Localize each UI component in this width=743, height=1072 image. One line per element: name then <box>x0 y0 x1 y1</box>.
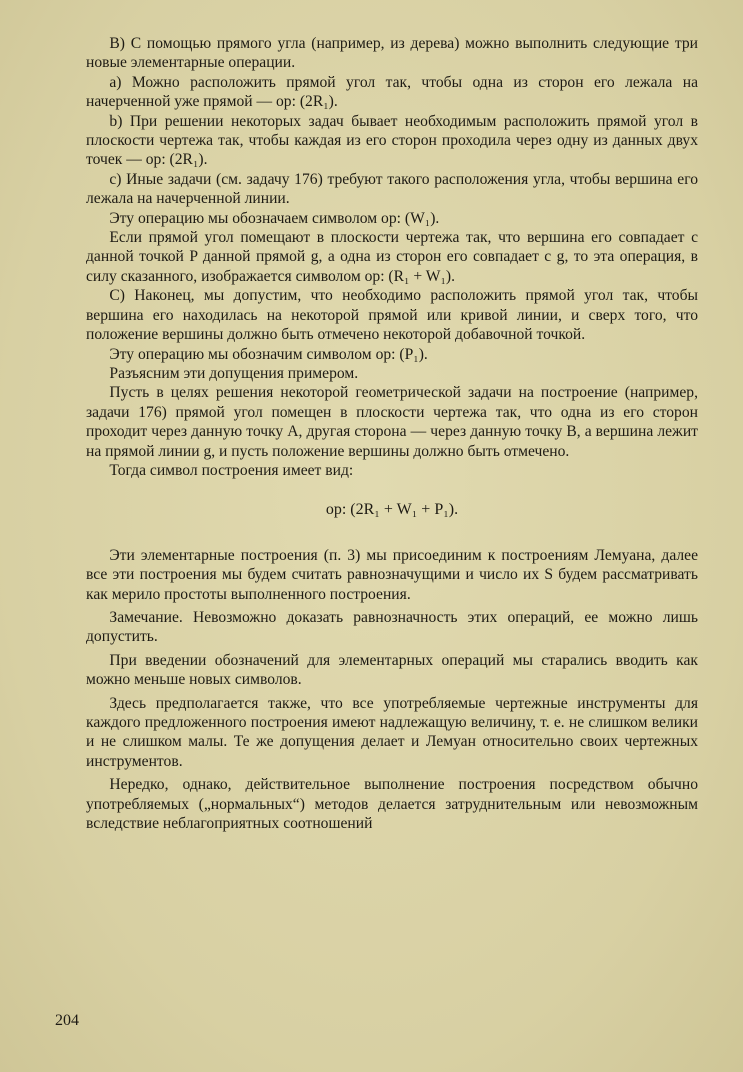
paragraph-c: с) Иные задачи (см. задачу 176) требуют такого расположения угла, чтобы вершина его лежала на начерченной линии. <box>86 170 698 208</box>
paragraph-b-intro: B) С помощью прямого угла (например, из дерева) можно выполнить следующие три новые элементарные операции. <box>86 35 698 72</box>
paragraph-lemoine: Эти элементарные построения (п. 3) мы присоединим к построениям Лемуана, далее все эти построения мы будем считать равнозначущими и число их S будем рассматривать как мерило простоты выполненного построения. <box>86 546 698 603</box>
paragraph-example-intro: Разъясним эти допущения примером. <box>109 364 359 382</box>
paragraph-a: а) Можно расположить прямой угол так, чтобы одна из сторон его лежала на начерченной уже прямой — ор: (2R₁). <box>86 73 698 111</box>
paragraph-difficulty: Нередко, однако, действительное выполнение построения посредством обычно употребляемых („нормальных“) методов делается затруднительным или невозможным вследствие неблагоприятных соотношений <box>86 776 698 833</box>
paragraph-c-upper: С) Наконец, мы допустим, что необходимо расположить прямой угол так, чтобы вершина его находилась на некоторой прямой или кривой линии, и сверх того, что положение вершины должно быть отмечено некоторой добавочной точкой. <box>86 287 698 344</box>
page-number: 204 <box>55 1012 79 1029</box>
paragraph-remark: Замечание. Невозможно доказать равнозначность этих операций, ее можно лишь допустить. <box>86 608 698 646</box>
paragraph-example: Пусть в целях решения некоторой геометрической задачи на построение (например, задачи 176) прямой угол помещен в плоскости чертежа так, что одна из его сторон проходит через данную точку A, другая сторона — через данную точку B, а вершина лежит на прямой линии g, и пусть положение вершины должно быть отмечено. <box>86 384 698 460</box>
construction-formula: ор: (2R₁ + W₁ + P₁). <box>325 501 459 519</box>
paragraph-w1: Эту операцию мы обозначаем символом ор: (W₁). <box>109 209 440 227</box>
paragraph-instruments: Здесь предполагается также, что все употребляемые чертежные инструменты для каждого предложенного построения имеют надлежащую величину, т. е. не слишком велики и не слишком малы. Те же допущения делает и Лемуан относительно своих чертежных инструментов. <box>86 694 698 770</box>
paragraph-b: b) При решении некоторых задач бывает необходимым расположить прямой угол в плоскости чертежа так, чтобы каждая из его сторон проходила через одну из данных двух точек — ор: (2R₁). <box>86 112 698 169</box>
paragraph-r1-w1: Если прямой угол помещают в плоскости чертежа так, что вершина его совпадает с данной точкой P данной прямой g, а одна из сторон его совпадает с g, то эта операция, в силу сказанного, изображается символом ор: (R₁ + W₁). <box>86 229 698 285</box>
paragraph-symbol: Тогда символ построения имеет вид: <box>109 461 354 479</box>
paragraph-notation: При введении обозначений для элементарных операций мы старались вводить как можно меньше новых символов. <box>86 651 698 689</box>
paragraph-p1: Эту операцию мы обозначим символом ор: (P₁). <box>109 345 428 363</box>
page-text <box>86 34 698 833</box>
